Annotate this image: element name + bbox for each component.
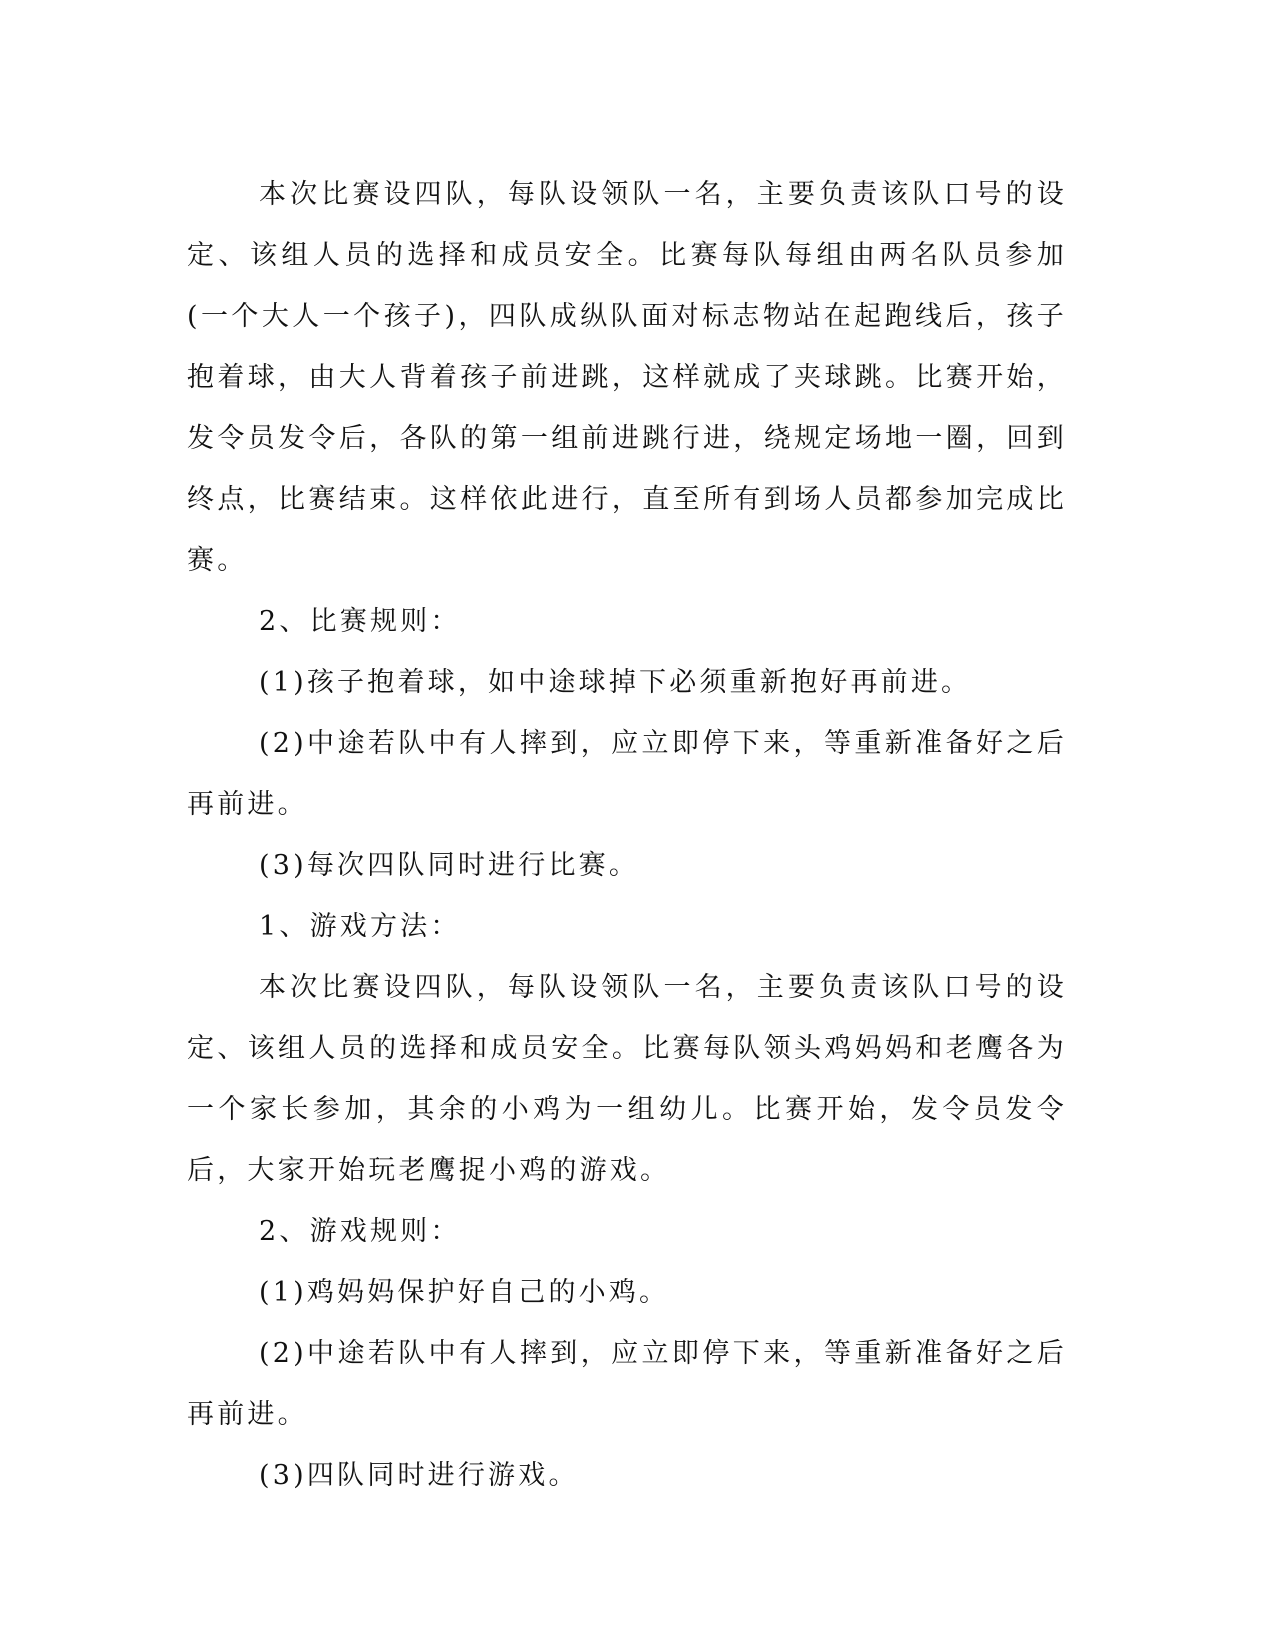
game-rule-1: (1)鸡妈妈保护好自己的小鸡。 — [259, 1277, 670, 1308]
heading-game-method: 1、游戏方法： — [259, 911, 461, 942]
document-body — [187, 164, 1067, 1506]
heading-game-rules: 2、游戏规则： — [259, 1216, 461, 1247]
paragraph-race-method: 本次比赛设四队，每队设领队一名，主要负责该队口号的设定、该组人员的选择和成员安全。比赛每队每组由两名队员参加(一个大人一个孩子)，四队成纵队面对标志物站在起跑线后，孩子抱着球，由大人背着孩子前进跳，这样就成了夹球跳。比赛开始，发令员发令后，各队的第一组前进跳行进，绕规定场地一圈，回到终点，比赛结束。这样依此进行，直至所有到场人员都参加完成比赛。 — [187, 179, 1067, 576]
race-rule-3: (3)每次四队同时进行比赛。 — [259, 850, 640, 881]
race-rule-1: (1)孩子抱着球，如中途球掉下必须重新抱好再前进。 — [259, 667, 972, 698]
game-rule-3: (3)四队同时进行游戏。 — [259, 1460, 579, 1491]
paragraph-game-method: 本次比赛设四队，每队设领队一名，主要负责该队口号的设定、该组人员的选择和成员安全。比赛每队领头鸡妈妈和老鹰各为一个家长参加，其余的小鸡为一组幼儿。比赛开始，发令员发令后，大家开始玩老鹰捉小鸡的游戏。 — [187, 972, 1067, 1186]
heading-race-rules: 2、比赛规则： — [259, 606, 461, 637]
game-rule-2: (2)中途若队中有人摔到，应立即停下来，等重新准备好之后再前进。 — [187, 1338, 1067, 1430]
race-rule-2: (2)中途若队中有人摔到，应立即停下来，等重新准备好之后再前进。 — [187, 728, 1067, 820]
